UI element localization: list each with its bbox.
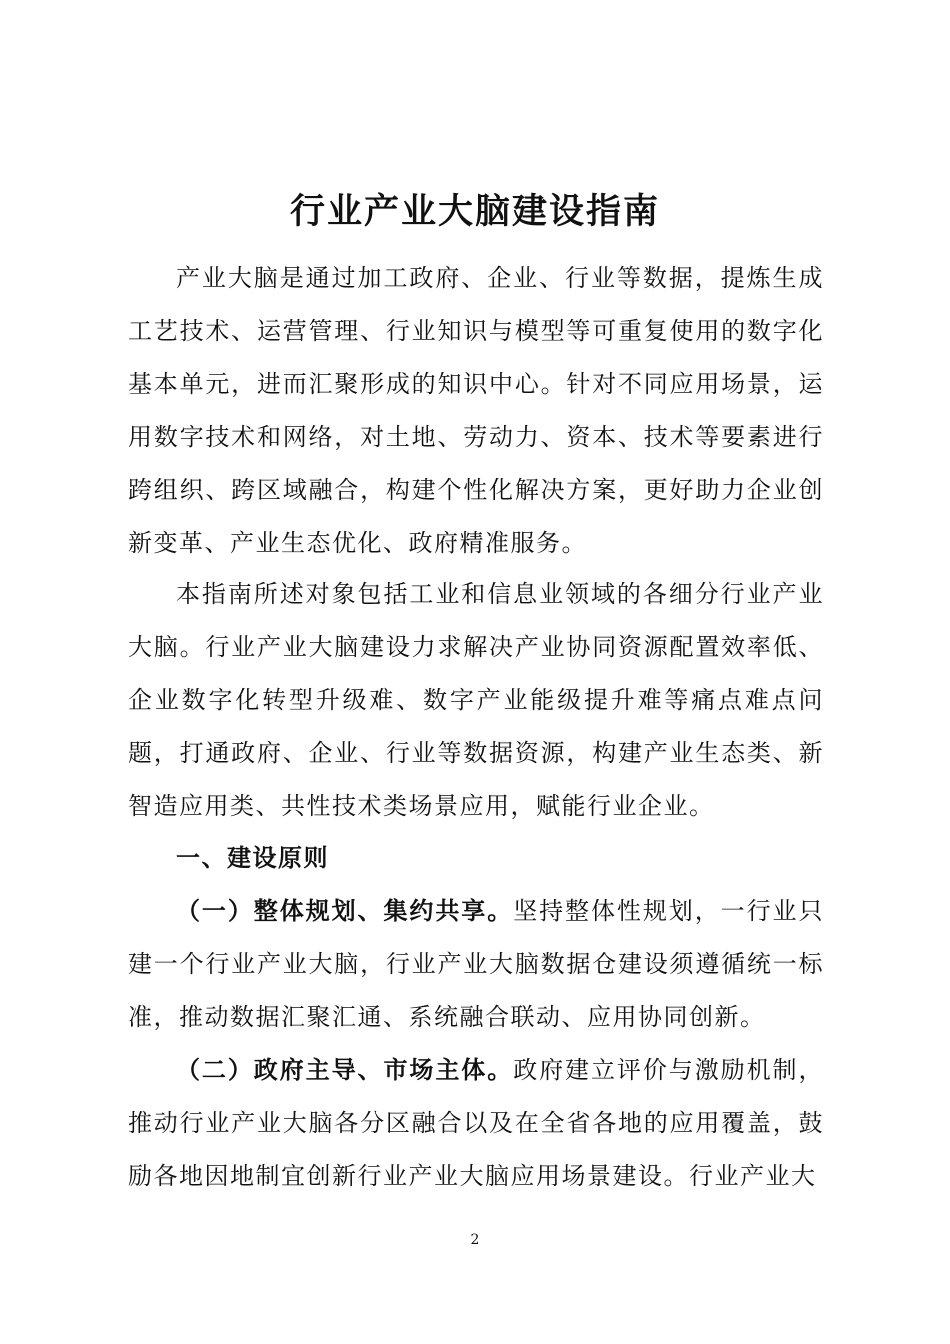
principle-paragraph-2 xyxy=(128,1043,824,1203)
section-heading: 一、建设原则 xyxy=(176,843,329,872)
page-number: 2 xyxy=(470,1232,480,1248)
scope-paragraph: 本指南所述对象包括工业和信息业领域的各细分行业产业大脑。行业产业大脑建设力求解决产业协同资源配置效率低、企业数字化转型升级难、数字产业能级提升难等痛点难点问题，打通政府、企业、行业等数据资源，构建产业生态类、新智造应用类、共性技术类场景应用，赋能行业企业。 xyxy=(128,580,824,820)
intro-paragraph: 产业大脑是通过加工政府、企业、行业等数据，提炼生成工艺技术、运营管理、行业知识与模型等可重复使用的数字化基本单元，进而汇聚形成的知识中心。针对不同应用场景，运用数字技术和网络，对土地、劳动力、资本、技术等要素进行跨组织、跨区域融合，构建个性化解决方案，更好助力企业创新变革、产业生态优化、政府精准服务。 xyxy=(128,264,824,557)
principle-2-lead: （二）政府主导、市场主体。 xyxy=(176,1055,514,1084)
principle-1-lead: （一）整体规划、集约共享。 xyxy=(176,896,514,925)
principle-paragraph-1 xyxy=(128,884,824,1044)
document-title: 行业产业大脑建设指南 xyxy=(289,191,660,232)
principle-1-text: 坚持整体性规划，一行业只建一个行业产业大脑，行业产业大脑数据仓建设须遵循统一标准，推动数据汇聚汇通、系统融合联动、应用协同创新。 xyxy=(128,897,824,1031)
principle-2-text: 政府建立评价与激励机制，推动行业产业大脑各分区融合以及在全省各地的应用覆盖，鼓励各地因地制宜创新行业产业大脑应用场景建设。行业产业大 xyxy=(128,1056,824,1190)
